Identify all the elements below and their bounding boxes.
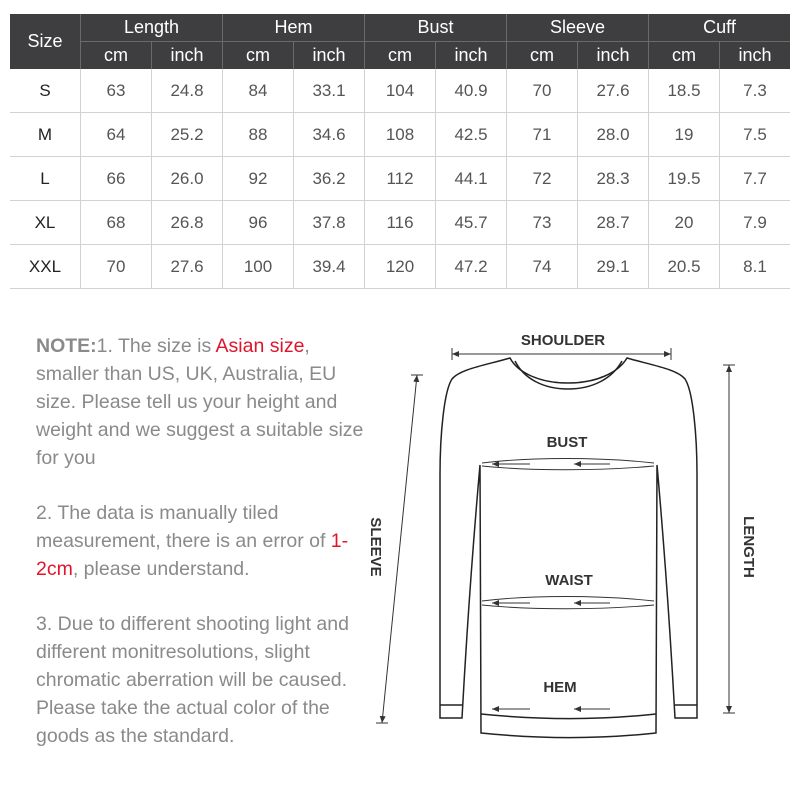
sleeve-arrow-icon (382, 375, 417, 723)
measurement-cell: 39.4 (294, 245, 365, 289)
measurement-cell: 25.2 (152, 113, 223, 157)
measurement-cell: 28.0 (578, 113, 649, 157)
group-header-hem: Hem (223, 14, 365, 42)
measurement-cell: 116 (365, 201, 436, 245)
measurement-cell: 27.6 (152, 245, 223, 289)
measurement-cell: 19 (649, 113, 720, 157)
unit-header: inch (152, 42, 223, 70)
measurement-cell: 20 (649, 201, 720, 245)
measurement-cell: 104 (365, 69, 436, 113)
note-2 (36, 499, 376, 583)
measurement-cell: 28.3 (578, 157, 649, 201)
measurement-cell: 33.1 (294, 69, 365, 113)
measurement-cell: 8.1 (720, 245, 790, 289)
measurement-cell: 70 (81, 245, 152, 289)
unit-header: cm (365, 42, 436, 70)
table-row (10, 113, 790, 157)
size-cell: S (10, 69, 81, 113)
measurement-cell: 88 (223, 113, 294, 157)
table-row (10, 157, 790, 201)
measurement-cell: 66 (81, 157, 152, 201)
measurement-cell: 40.9 (436, 69, 507, 113)
measurement-cell: 26.0 (152, 157, 223, 201)
note-2-text-end: , please understand. (72, 558, 250, 580)
measurement-cell: 112 (365, 157, 436, 201)
size-cell: M (10, 113, 81, 157)
unit-header: cm (81, 42, 152, 70)
measurement-cell: 120 (365, 245, 436, 289)
size-chart-table (10, 14, 790, 289)
measurement-cell: 24.8 (152, 69, 223, 113)
note-prefix: NOTE: (36, 335, 97, 357)
note-1 (36, 332, 376, 472)
note-2-text: 2. The data is manually tiled measurement, there is an error of (36, 502, 331, 552)
measurement-cell: 108 (365, 113, 436, 157)
measurement-cell: 34.6 (294, 113, 365, 157)
group-header-sleeve: Sleeve (507, 14, 649, 42)
shoulder-label: SHOULDER (520, 332, 606, 349)
measurement-cell: 73 (507, 201, 578, 245)
measurement-cell: 28.7 (578, 201, 649, 245)
group-header-length: Length (81, 14, 223, 42)
size-column-header: Size (10, 14, 81, 69)
measurement-cell: 7.3 (720, 69, 790, 113)
measurement-cell: 7.9 (720, 201, 790, 245)
unit-header: inch (720, 42, 790, 70)
note-1-text: 1. The size is (96, 335, 216, 357)
unit-header: inch (436, 42, 507, 70)
measurement-cell: 64 (81, 113, 152, 157)
unit-header: cm (223, 42, 294, 70)
measurement-cell: 19.5 (649, 157, 720, 201)
asian-size-highlight: Asian size (215, 335, 305, 357)
measurement-cell: 36.2 (294, 157, 365, 201)
measurement-cell: 37.8 (294, 201, 365, 245)
error-range-highlight: 1-2cm (36, 530, 349, 580)
unit-header: inch (294, 42, 365, 70)
measurement-cell: 74 (507, 245, 578, 289)
shirt-measurement-diagram (360, 325, 780, 780)
measurement-cell: 26.8 (152, 201, 223, 245)
waist-label: WAIST (545, 572, 593, 589)
group-header-cuff: Cuff (649, 14, 790, 42)
measurement-cell: 42.5 (436, 113, 507, 157)
measurement-cell: 71 (507, 113, 578, 157)
measurement-cell: 63 (81, 69, 152, 113)
measurement-cell: 100 (223, 245, 294, 289)
hem-label: HEM (543, 679, 577, 696)
measurement-cell: 7.5 (720, 113, 790, 157)
measurement-cell: 72 (507, 157, 578, 201)
measurement-cell: 84 (223, 69, 294, 113)
size-cell: XXL (10, 245, 81, 289)
table-row (10, 69, 790, 113)
note-3: 3. Due to different shooting light and different monitresolutions, slight chromatic aberration will be caused. Please take the actual color of the goods as the standard. (36, 613, 349, 747)
sleeve-label: SLEEVE (367, 517, 384, 577)
measurement-cell: 44.1 (436, 157, 507, 201)
measurement-cell: 18.5 (649, 69, 720, 113)
measurement-cell: 45.7 (436, 201, 507, 245)
measurement-cell: 68 (81, 201, 152, 245)
measurement-cell: 92 (223, 157, 294, 201)
size-cell: XL (10, 201, 81, 245)
size-cell: L (10, 157, 81, 201)
unit-header: cm (507, 42, 578, 70)
table-row (10, 201, 790, 245)
bust-label: BUST (546, 434, 588, 451)
shirt-outline-icon (440, 358, 697, 780)
measurement-cell: 29.1 (578, 245, 649, 289)
note-1-text-end: , smaller than US, UK, Australia, EU size. Please tell us your height and weight and we suggest a suitable size for you (36, 335, 364, 469)
size-notes (36, 332, 376, 777)
length-label: LENGTH (740, 516, 757, 578)
measurement-cell: 70 (507, 69, 578, 113)
unit-header: cm (649, 42, 720, 70)
group-header-bust: Bust (365, 14, 507, 42)
unit-header: inch (578, 42, 649, 70)
measurement-cell: 27.6 (578, 69, 649, 113)
table-row (10, 245, 790, 289)
measurement-cell: 20.5 (649, 245, 720, 289)
measurement-cell: 47.2 (436, 245, 507, 289)
measurement-cell: 96 (223, 201, 294, 245)
measurement-cell: 7.7 (720, 157, 790, 201)
